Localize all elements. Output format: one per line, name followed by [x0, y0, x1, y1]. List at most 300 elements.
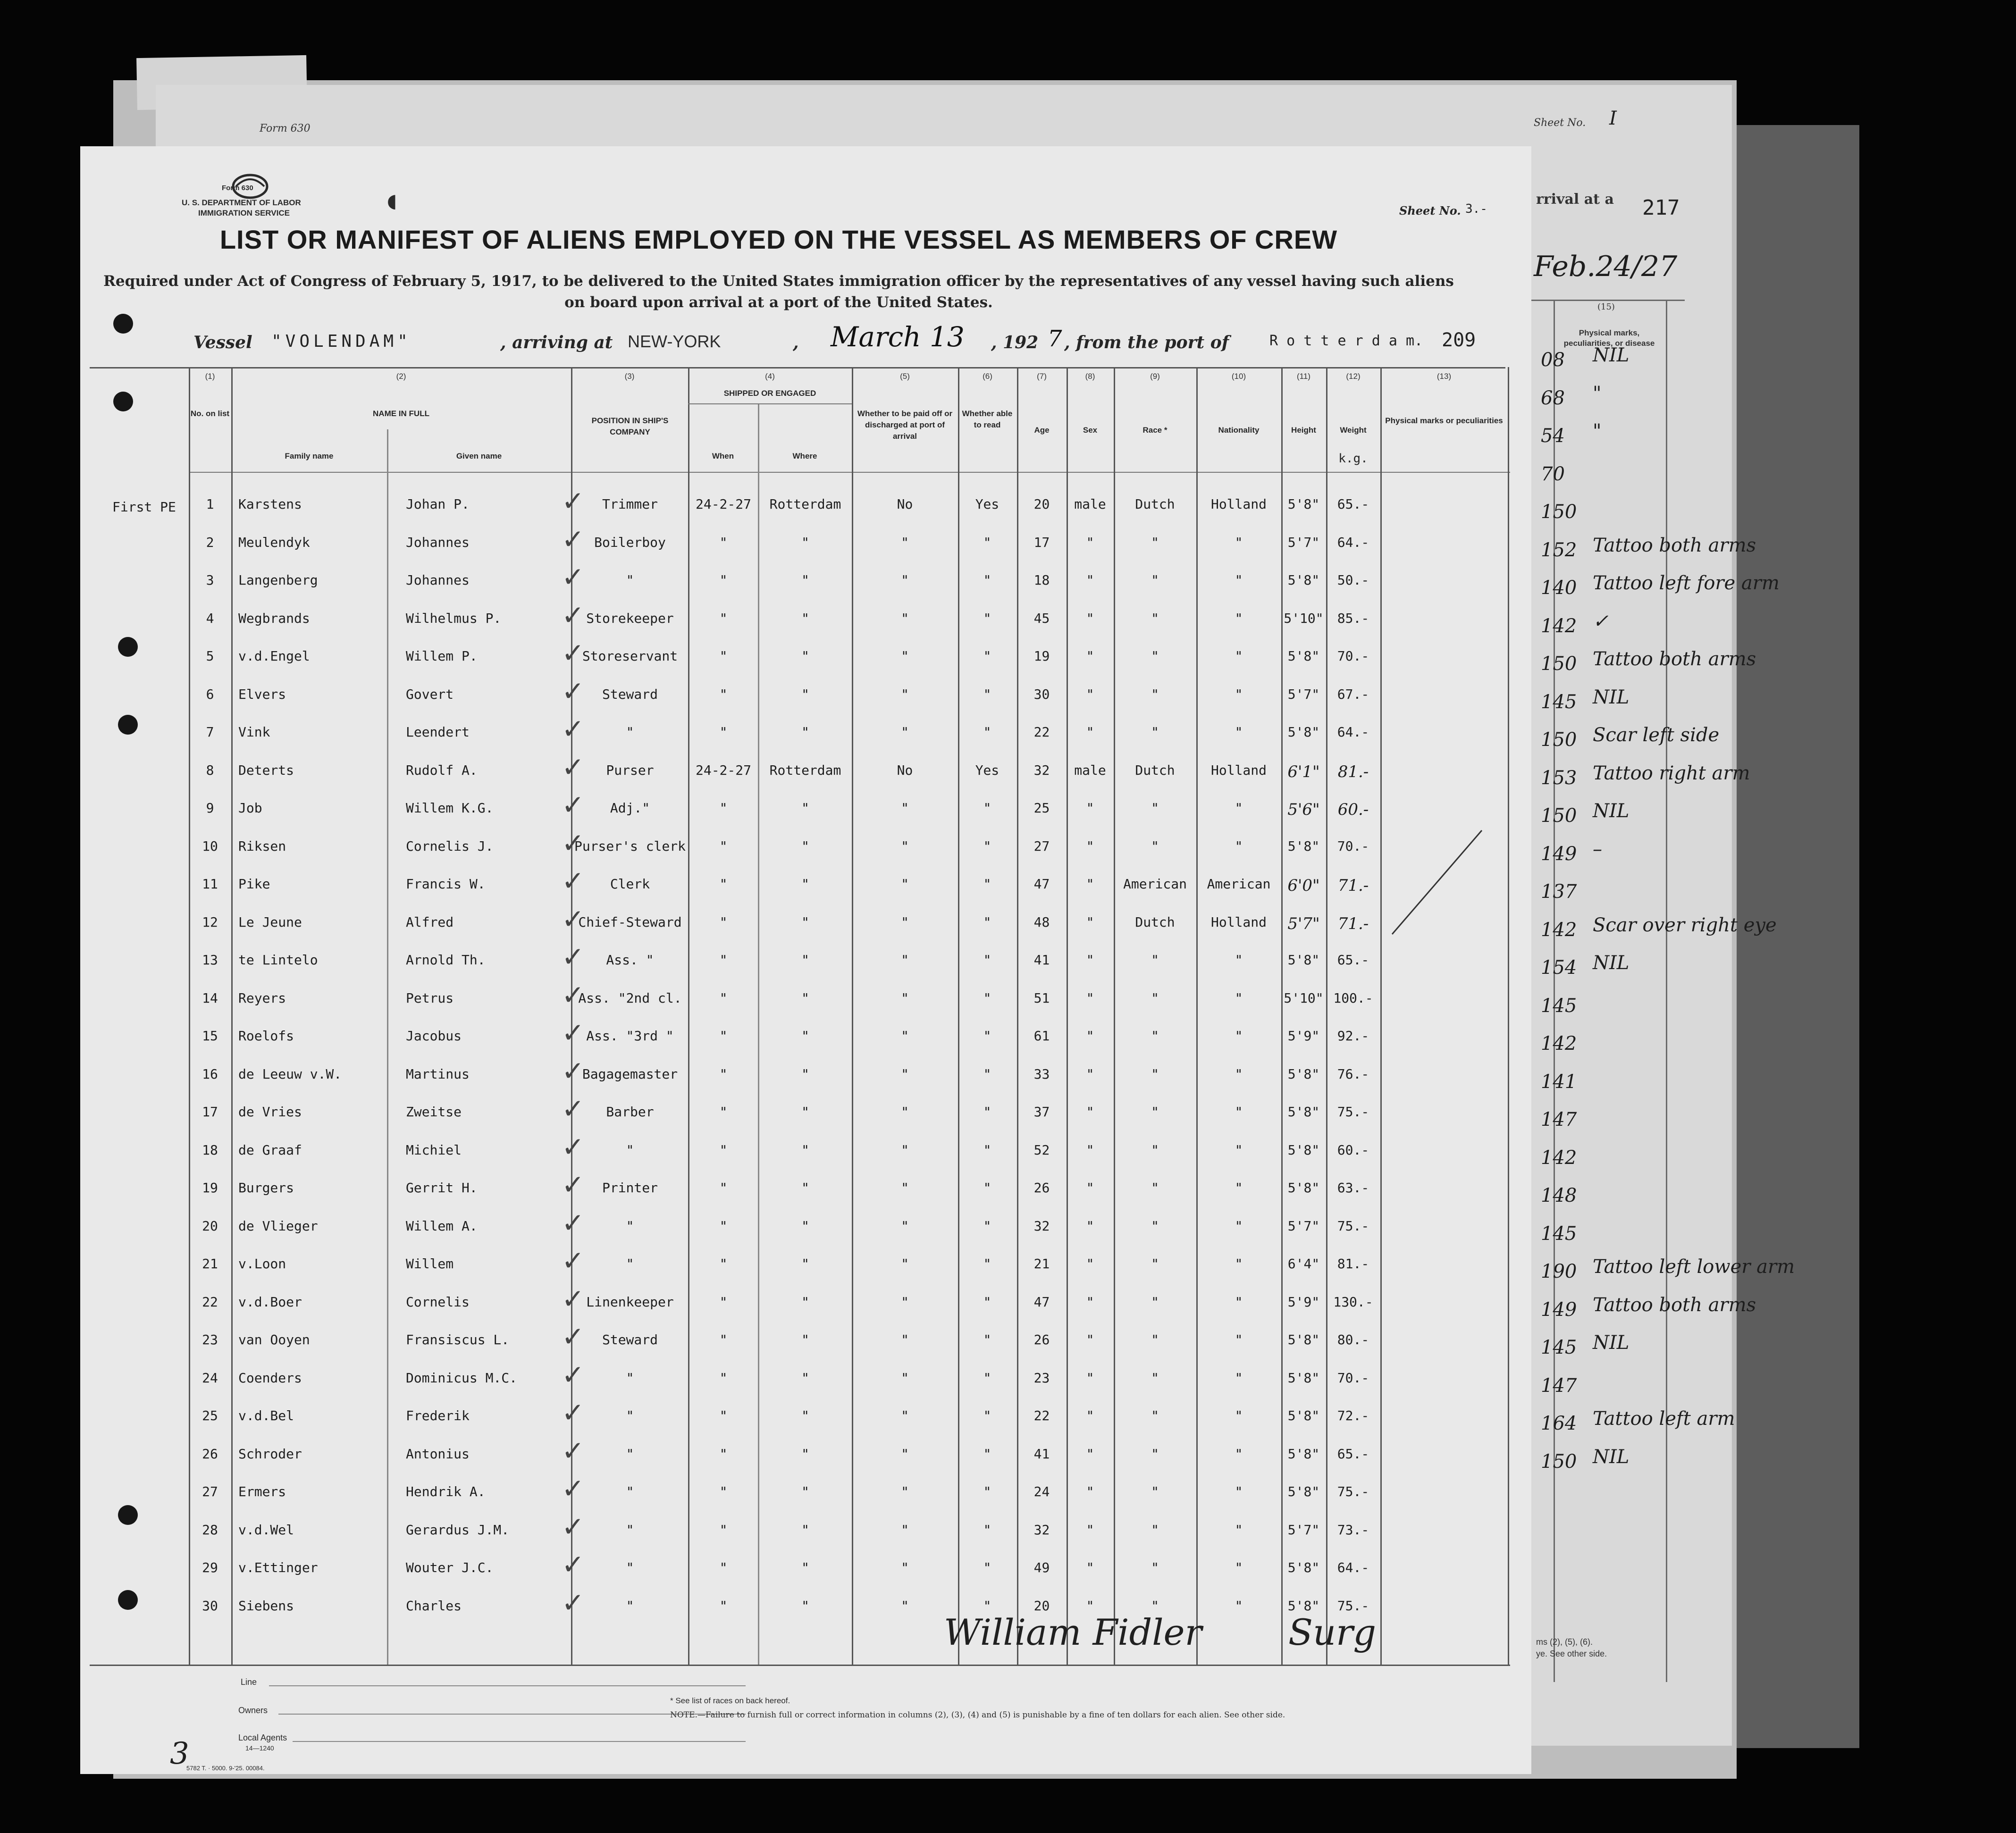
cell-where: " — [801, 1522, 809, 1538]
cell-sex: " — [1086, 686, 1094, 702]
cell-sex: " — [1086, 1522, 1094, 1538]
cell-read: " — [983, 876, 991, 892]
cell-given: Dominicus M.C. — [406, 1370, 518, 1386]
cell-race: " — [1151, 1218, 1159, 1234]
cell-nat: " — [1235, 611, 1243, 626]
cell-height: 5'8" — [1287, 1446, 1320, 1462]
cell-nat: " — [1235, 535, 1243, 550]
cell-given: Martinus — [406, 1066, 470, 1082]
arrival-date-hand: March 13 — [831, 321, 965, 353]
cell-height: 5'8" — [1287, 1560, 1320, 1575]
cell-weight: 70.- — [1337, 648, 1369, 664]
cell-no: 1 — [206, 496, 214, 512]
cell-family: Le Jeune — [238, 914, 302, 930]
department-line2: IMMIGRATION SERVICE — [198, 209, 290, 218]
year-label: , 192 — [991, 333, 1039, 352]
cell-weight: 81.- — [1337, 762, 1369, 781]
cell-paid: " — [901, 914, 909, 930]
back-mark-hand: NIL — [1593, 686, 1630, 708]
cell-position: Ass. "3rd " — [586, 1028, 674, 1044]
cell-position: " — [626, 1408, 634, 1423]
cell-paid: " — [901, 1408, 909, 1423]
cell-where: " — [801, 724, 809, 740]
cell-weight: 63.- — [1337, 1180, 1369, 1196]
cell-paid: " — [901, 1218, 909, 1234]
cell-nat: " — [1235, 1522, 1243, 1538]
page-number: 217 — [1642, 196, 1680, 220]
cell-position: Chief-Steward — [578, 914, 682, 930]
cell-family: de Vries — [238, 1104, 302, 1120]
cell-weight: 73.- — [1337, 1522, 1369, 1538]
cell-given: Jacobus — [406, 1028, 462, 1044]
cell-nat: Holland — [1210, 914, 1267, 930]
cell-no: 17 — [202, 1104, 218, 1120]
cell-position: Storekeeper — [586, 611, 674, 626]
margin-hand-number: 3 — [170, 1736, 189, 1771]
cell-nat: " — [1235, 1598, 1243, 1614]
from-label: , from the port of — [1064, 333, 1229, 352]
cell-age: 22 — [1033, 1408, 1050, 1423]
cell-sex: " — [1086, 648, 1094, 664]
cell-read: " — [983, 1104, 991, 1120]
cell-sex: " — [1086, 1142, 1094, 1158]
cell-where: " — [801, 535, 809, 550]
cell-position: Clerk — [610, 876, 650, 892]
back-weight-hand: 145 — [1541, 995, 1577, 1017]
cell-no: 26 — [202, 1446, 218, 1462]
cell-family: Langenberg — [238, 572, 318, 588]
cell-nat: " — [1235, 1028, 1243, 1044]
cell-read: Yes — [975, 762, 1000, 778]
col-number-1: (1) — [205, 372, 215, 381]
cell-nat: " — [1235, 572, 1243, 588]
cell-given: Hendrik A. — [406, 1484, 486, 1499]
back-weight-hand: 150 — [1541, 805, 1577, 827]
checkmark-icon: ✓ — [562, 865, 585, 897]
cell-sex: " — [1086, 1256, 1094, 1272]
col-line — [1067, 367, 1068, 1665]
cell-read: " — [983, 572, 991, 588]
back-mark-hand: Scar left side — [1593, 724, 1720, 746]
punch-hole — [118, 715, 138, 735]
cell-sex: " — [1086, 572, 1094, 588]
cell-paid: " — [901, 1142, 909, 1158]
cell-sex: " — [1086, 1408, 1094, 1423]
cell-age: 18 — [1033, 572, 1050, 588]
colhead-read: Whether able to read — [962, 409, 1013, 429]
cell-sex: " — [1086, 1446, 1094, 1462]
cell-read: " — [983, 1332, 991, 1348]
cell-sex: " — [1086, 914, 1094, 930]
colhead-height: Height — [1291, 426, 1316, 435]
cell-where: " — [801, 1598, 809, 1614]
cell-nat: " — [1235, 1180, 1243, 1196]
col-line — [387, 429, 388, 1665]
cell-height: 5'7" — [1287, 535, 1320, 550]
cell-read: " — [983, 952, 991, 968]
cell-race: Dutch — [1135, 914, 1175, 930]
cell-when: " — [719, 952, 728, 968]
colhead-no: No. on list — [190, 409, 230, 418]
back-mark-hand: " — [1593, 383, 1602, 404]
cell-no: 21 — [202, 1256, 218, 1272]
cell-age: 47 — [1033, 876, 1050, 892]
col-number-12: (12) — [1346, 372, 1361, 381]
sheet-label: Sheet No. — [1399, 204, 1461, 218]
colhead-given: Given name — [456, 452, 502, 460]
cell-paid: " — [901, 990, 909, 1006]
cell-height: 5'8" — [1287, 1066, 1320, 1082]
col-number-13: (13) — [1436, 372, 1452, 381]
cell-paid: " — [901, 1484, 909, 1499]
cell-no: 28 — [202, 1522, 218, 1538]
checkmark-icon: ✓ — [562, 1093, 585, 1125]
cell-where: " — [801, 1066, 809, 1082]
cell-race: Dutch — [1135, 496, 1175, 512]
cell-when: " — [719, 1560, 728, 1575]
cell-paid: " — [901, 611, 909, 626]
back-form-no: Form 630 — [260, 123, 311, 134]
table-top-rule — [90, 367, 1505, 368]
back-side-note-2: ye. See other side. — [1536, 1649, 1607, 1658]
cell-family: v.d.Wel — [238, 1522, 294, 1538]
back-mark-hand: NIL — [1593, 344, 1630, 366]
cell-nat: " — [1235, 800, 1243, 816]
col-number-7: (7) — [1037, 372, 1047, 381]
cell-height: 5'8" — [1287, 1332, 1320, 1348]
col-number-4: (4) — [765, 372, 775, 381]
cell-position: Linenkeeper — [586, 1294, 674, 1310]
cell-family: v.d.Engel — [238, 648, 310, 664]
cell-where: " — [801, 914, 809, 930]
cell-age: 47 — [1033, 1294, 1050, 1310]
cell-when: " — [719, 611, 728, 626]
back-weight-hand: 150 — [1541, 653, 1577, 675]
cell-height: 5'9" — [1287, 1294, 1320, 1310]
cell-sex: male — [1074, 496, 1106, 512]
footer-print-code: 5782 T. · 5000. 9-'25. 00084. — [186, 1765, 265, 1772]
back-mark-hand: NIL — [1593, 1332, 1630, 1354]
cell-position: Bagagemaster — [582, 1066, 678, 1082]
back-weight-hand: 142 — [1541, 615, 1577, 637]
cell-nat: " — [1235, 838, 1243, 854]
checkmark-icon: ✓ — [562, 789, 585, 821]
cell-position: " — [626, 1598, 634, 1614]
cell-paid: " — [901, 724, 909, 740]
cell-sex: " — [1086, 1484, 1094, 1499]
colhead-weight-unit: k.g. — [1338, 452, 1368, 466]
checkmark-icon: ✓ — [562, 1397, 585, 1429]
cell-where: " — [801, 1218, 809, 1234]
footer-owners-label: Owners — [238, 1706, 268, 1715]
cell-position: Ass. " — [606, 952, 654, 968]
cell-height: 5'7" — [1287, 1218, 1320, 1234]
cell-where: " — [801, 611, 809, 626]
cell-paid: " — [901, 1370, 909, 1386]
cell-nat: " — [1235, 1218, 1243, 1234]
back-weight-hand: 145 — [1541, 1337, 1577, 1358]
cell-sex: " — [1086, 1066, 1094, 1082]
cell-no: 12 — [202, 914, 218, 930]
checkmark-icon: ✓ — [562, 1169, 585, 1201]
cell-when: " — [719, 800, 728, 816]
checkmark-icon: ✓ — [562, 637, 585, 669]
colhead-where: Where — [792, 452, 817, 460]
cell-read: " — [983, 990, 991, 1006]
cell-family: te Lintelo — [238, 952, 318, 968]
cell-position: Ass. "2nd cl. — [578, 990, 682, 1006]
cell-weight: 70.- — [1337, 1370, 1369, 1386]
col-line — [1114, 367, 1115, 1665]
cell-when: 24-2-27 — [695, 762, 751, 778]
colhead-when: When — [712, 452, 734, 460]
col-line — [1326, 367, 1327, 1665]
back-col-line — [1666, 300, 1667, 1682]
checkmark-icon: ✓ — [562, 827, 585, 859]
cell-weight: 64.- — [1337, 535, 1369, 550]
cell-nat: " — [1235, 1446, 1243, 1462]
back-weight-hand: 54 — [1541, 425, 1565, 447]
cell-sex: " — [1086, 1180, 1094, 1196]
cell-sex: " — [1086, 838, 1094, 854]
back-sheet-value: I — [1609, 108, 1617, 129]
cell-where: " — [801, 876, 809, 892]
col-line — [688, 367, 689, 1665]
back-mark-hand: NIL — [1593, 800, 1630, 822]
cell-given: Gerrit H. — [406, 1180, 478, 1196]
back-weight-hand: 147 — [1541, 1375, 1577, 1397]
cell-family: v.d.Bel — [238, 1408, 294, 1423]
cell-given: Charles — [406, 1598, 462, 1614]
cell-given: Antonius — [406, 1446, 470, 1462]
cell-paid: " — [901, 1560, 909, 1575]
cell-when: " — [719, 648, 728, 664]
cell-paid: " — [901, 876, 909, 892]
back-weight-hand: 150 — [1541, 729, 1577, 751]
cell-given: Petrus — [406, 990, 454, 1006]
cell-when: " — [719, 1332, 728, 1348]
cell-read: " — [983, 800, 991, 816]
checkmark-icon: ✓ — [562, 599, 585, 631]
cell-paid: " — [901, 648, 909, 664]
cell-family: Vink — [238, 724, 270, 740]
cell-no: 24 — [202, 1370, 218, 1386]
cell-paid: " — [901, 535, 909, 550]
cell-sex: " — [1086, 611, 1094, 626]
cell-read: Yes — [975, 496, 1000, 512]
cell-family: Meulendyk — [238, 535, 310, 550]
department-line1: U. S. DEPARTMENT OF LABOR — [182, 198, 301, 207]
checkmark-icon: ✓ — [562, 1207, 585, 1239]
cell-position: " — [626, 572, 634, 588]
back-mark-hand: Tattoo left fore arm — [1593, 572, 1780, 594]
back-weight-hand: 137 — [1541, 881, 1577, 903]
checkmark-icon: ✓ — [562, 1548, 585, 1581]
cell-no: 3 — [206, 572, 214, 588]
back-weight-hand: 153 — [1541, 767, 1577, 789]
checkmark-icon: ✓ — [562, 979, 585, 1011]
back-weight-hand: 164 — [1541, 1413, 1577, 1434]
cell-position: Barber — [606, 1104, 654, 1120]
back-side-note: ms (2), (5), (6). — [1536, 1637, 1593, 1647]
cell-where: " — [801, 1408, 809, 1423]
checkmark-icon: ✓ — [562, 1359, 585, 1391]
cell-given: Willem A. — [406, 1218, 478, 1234]
cell-given: Fransiscus L. — [406, 1332, 510, 1348]
cell-nat: " — [1235, 1294, 1243, 1310]
back-mark-hand: Tattoo both arms — [1593, 535, 1756, 556]
cell-weight: 67.- — [1337, 686, 1369, 702]
back-mark-hand: ✓ — [1593, 611, 1609, 632]
cell-no: 7 — [206, 724, 214, 740]
cell-when: " — [719, 876, 728, 892]
cell-race: " — [1151, 1294, 1159, 1310]
cell-sex: " — [1086, 535, 1094, 550]
cell-no: 11 — [202, 876, 218, 892]
cell-when: 24-2-27 — [695, 496, 751, 512]
cell-family: Elvers — [238, 686, 286, 702]
back-sheet-label: Sheet No. — [1534, 117, 1586, 129]
cell-given: Rudolf A. — [406, 762, 478, 778]
cell-given: Willem — [406, 1256, 454, 1272]
back-weight-hand: 68 — [1541, 387, 1565, 409]
back-weight-hand: 142 — [1541, 1033, 1577, 1055]
col-number-2: (2) — [396, 372, 406, 381]
col-line — [1017, 367, 1018, 1665]
cell-position: " — [626, 1218, 634, 1234]
checkmark-icon: ✓ — [562, 713, 585, 745]
cell-no: 29 — [202, 1560, 218, 1575]
cell-height: 5'8" — [1287, 572, 1320, 588]
cell-weight: 50.- — [1337, 572, 1369, 588]
cell-age: 32 — [1033, 762, 1050, 778]
from-port: R o t t e r d a m. — [1269, 333, 1423, 349]
cell-family: Reyers — [238, 990, 286, 1006]
cell-read: " — [983, 535, 991, 550]
back-weight-hand: 150 — [1541, 1451, 1577, 1473]
cell-when: " — [719, 1142, 728, 1158]
cell-height: 5'8" — [1287, 1104, 1320, 1120]
back-col15-label: Physical marks, peculiarities, or disease — [1563, 328, 1655, 348]
cell-nat: " — [1235, 1560, 1243, 1575]
cell-paid: " — [901, 952, 909, 968]
cell-read: " — [983, 1484, 991, 1499]
cell-paid: " — [901, 1066, 909, 1082]
cell-where: " — [801, 1142, 809, 1158]
cell-given: Gerardus J.M. — [406, 1522, 510, 1538]
cell-given: Wouter J.C. — [406, 1560, 494, 1575]
cell-sex: " — [1086, 724, 1094, 740]
cell-weight: 71.- — [1337, 914, 1369, 933]
col-line — [1508, 367, 1509, 1665]
cell-when: " — [719, 1294, 728, 1310]
cell-no: 4 — [206, 611, 214, 626]
cell-read: " — [983, 724, 991, 740]
cell-age: 25 — [1033, 800, 1050, 816]
cell-sex: " — [1086, 952, 1094, 968]
cell-given: Johan P. — [406, 496, 470, 512]
cell-no: 23 — [202, 1332, 218, 1348]
cell-no: 16 — [202, 1066, 218, 1082]
back-arrival-text: rrival at a — [1536, 191, 1614, 208]
cell-age: 19 — [1033, 648, 1050, 664]
cell-age: 22 — [1033, 724, 1050, 740]
cell-sex: " — [1086, 1370, 1094, 1386]
cell-read: " — [983, 1522, 991, 1538]
cell-height: 5'7" — [1287, 686, 1320, 702]
colhead-family: Family name — [285, 452, 334, 460]
table-bottom-rule — [90, 1665, 1510, 1666]
cell-when: " — [719, 1522, 728, 1538]
cell-race: " — [1151, 1028, 1159, 1044]
cell-race: " — [1151, 1142, 1159, 1158]
cell-read: " — [983, 1294, 991, 1310]
cell-where: " — [801, 990, 809, 1006]
back-weight-hand: 149 — [1541, 1299, 1577, 1321]
cell-position: Steward — [602, 686, 658, 702]
checkmark-icon: ✓ — [562, 485, 585, 517]
cell-position: Purser — [606, 762, 654, 778]
footer-agents-code: 14—1240 — [245, 1744, 274, 1752]
cell-no: 2 — [206, 535, 214, 550]
cell-family: Coenders — [238, 1370, 302, 1386]
year-hand: 7 — [1048, 326, 1062, 352]
cell-when: " — [719, 914, 728, 930]
cell-age: 24 — [1033, 1484, 1050, 1499]
back-weight-hand: 142 — [1541, 1147, 1577, 1169]
cell-given: Willem P. — [406, 648, 478, 664]
cell-given: Alfred — [406, 914, 454, 930]
cell-given: Willem K.G. — [406, 800, 494, 816]
cell-no: 20 — [202, 1218, 218, 1234]
cell-no: 27 — [202, 1484, 218, 1499]
cell-weight: 75.- — [1337, 1598, 1369, 1614]
sheet-value: 3.- — [1465, 202, 1487, 216]
cell-family: Ermers — [238, 1484, 286, 1499]
cell-height: 5'8" — [1287, 1598, 1320, 1614]
clip-mark-icon: ◖ — [387, 190, 397, 212]
back-weight-hand: 08 — [1541, 349, 1565, 371]
cell-age: 52 — [1033, 1142, 1050, 1158]
cell-age: 17 — [1033, 535, 1050, 550]
cell-nat: " — [1235, 686, 1243, 702]
col-number-8: (8) — [1085, 372, 1095, 381]
cell-family: Riksen — [238, 838, 286, 854]
cell-where: " — [801, 572, 809, 588]
cell-race: " — [1151, 838, 1159, 854]
cell-where: Rotterdam — [769, 762, 841, 778]
cell-given: Govert — [406, 686, 454, 702]
punch-hole — [113, 314, 133, 334]
back-weight-hand: 145 — [1541, 691, 1577, 713]
cell-where: Rotterdam — [769, 496, 841, 512]
cell-sex: male — [1074, 762, 1106, 778]
cell-weight: 75.- — [1337, 1104, 1369, 1120]
cell-given: Francis W. — [406, 876, 486, 892]
arriving-label: , arriving at — [500, 333, 613, 352]
cell-read: " — [983, 914, 991, 930]
cell-weight: 76.- — [1337, 1066, 1369, 1082]
cell-sex: " — [1086, 1028, 1094, 1044]
cell-sex: " — [1086, 876, 1094, 892]
cell-paid: No — [897, 496, 913, 512]
cell-when: " — [719, 838, 728, 854]
cell-paid: " — [901, 1446, 909, 1462]
cell-height: 5'8" — [1287, 496, 1320, 512]
back-mark-hand: NIL — [1593, 952, 1630, 974]
cell-given: Michiel — [406, 1142, 462, 1158]
col-number-11: (11) — [1297, 372, 1310, 381]
